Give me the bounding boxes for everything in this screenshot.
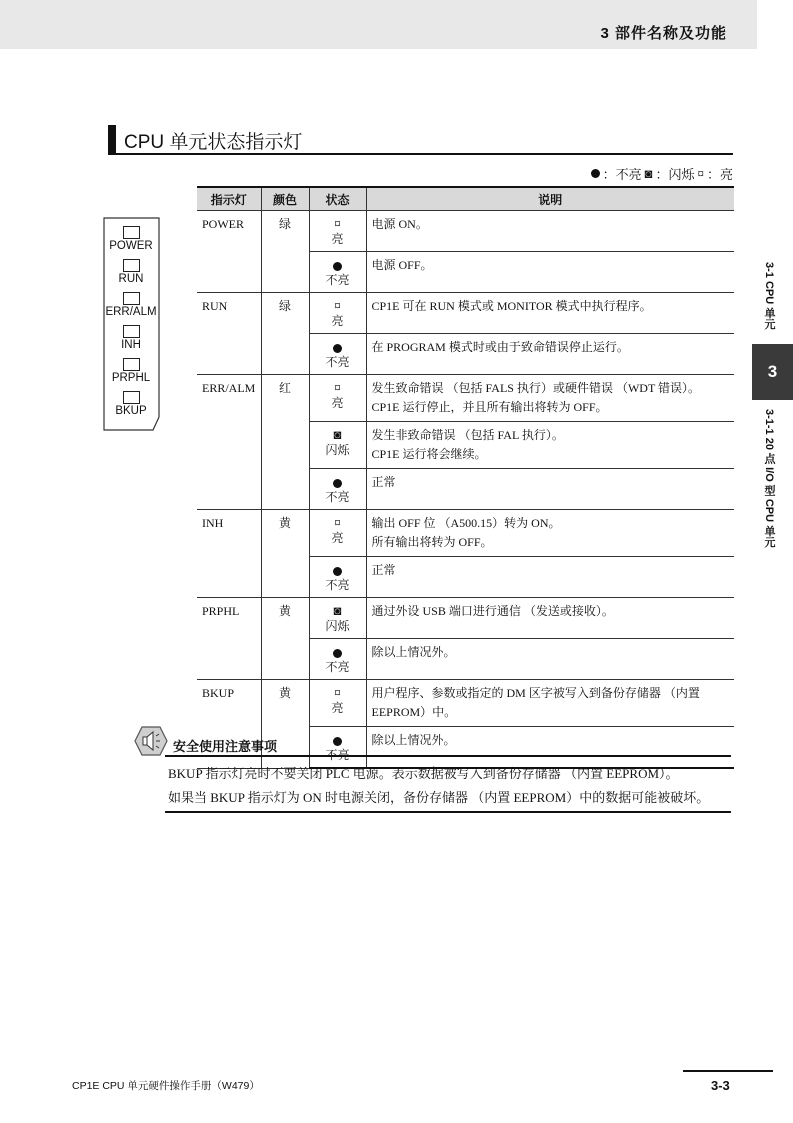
lamp-flash-icon: ◙: [333, 427, 342, 442]
panel-indicator: [103, 358, 159, 384]
table-row: [197, 680, 734, 727]
state-label: 不亮: [325, 578, 350, 592]
indicator-name: BKUP: [197, 680, 261, 769]
state-label: 闪烁: [325, 619, 350, 633]
indicator-state: [309, 469, 366, 510]
description-line: 发生致命错误 （包括 FALS 执行）或硬件错误 （WDT 错误）。: [371, 381, 701, 395]
table-header-row: [197, 187, 734, 211]
panel-indicator: [103, 391, 159, 417]
indicator-table: [197, 186, 734, 769]
description-line: CP1E 可在 RUN 模式或 MONITOR 模式中执行程序。: [371, 299, 652, 313]
indicator-color: 红: [261, 375, 309, 510]
description-line: EEPROM）中。: [371, 705, 457, 719]
legend-off-label: ：不亮: [602, 167, 642, 182]
section-title-rule: [108, 153, 733, 155]
header-state: 状态: [309, 187, 366, 211]
table-row: [197, 211, 734, 252]
lamp-off-icon: [333, 479, 342, 488]
lamp-flash-icon: ◙: [333, 603, 342, 618]
indicator-color: 黄: [261, 680, 309, 769]
lamp-off-icon: [591, 169, 600, 178]
lamp-on-icon: ¤: [334, 298, 341, 313]
indicator-name: PRPHL: [197, 598, 261, 680]
state-label: 亮: [331, 701, 344, 715]
lamp-off-icon: [333, 344, 342, 353]
indicator-name: ERR/ALM: [197, 375, 261, 510]
indicator-lamp: [123, 391, 140, 404]
lamp-flash-icon: ◙: [644, 165, 653, 181]
indicator-color: 黄: [261, 598, 309, 680]
caution-line: 如果当 BKUP 指示灯为 ON 时电源关闭，备份存储器 （内置 EEPROM）中的数据可能被破坏。: [168, 790, 710, 805]
footer-manual-title: CP1E CPU 单元硬件操作手册（W479）: [72, 1080, 260, 1092]
indicator-panel: [103, 217, 159, 431]
panel-indicator-label: POWER: [109, 240, 153, 252]
panel-indicator: [103, 292, 159, 318]
panel-indicator-label: PRPHL: [111, 372, 151, 384]
description-line: 电源 ON。: [371, 217, 428, 231]
description-line: 正常: [371, 563, 396, 577]
section-title-bar: [108, 125, 116, 155]
indicator-lamp: [123, 226, 140, 239]
indicator-state: [309, 598, 366, 639]
panel-indicator-label: BKUP: [115, 405, 147, 417]
state-description: [366, 252, 734, 293]
lamp-on-icon: ¤: [697, 165, 704, 181]
lamp-on-icon: ¤: [334, 380, 341, 395]
indicator-state: [309, 211, 366, 252]
state-label: 不亮: [325, 490, 350, 504]
indicator-lamp: [123, 259, 140, 272]
state-legend: [591, 164, 733, 183]
indicator-name: INH: [197, 510, 261, 598]
indicator-state: [309, 252, 366, 293]
lamp-on-icon: ¤: [334, 685, 341, 700]
panel-indicator-label: ERR/ALM: [105, 306, 157, 318]
indicator-state: [309, 293, 366, 334]
side-tab-subsection: 3-1-1 20 点 I/O 型 CPU 单元: [763, 409, 775, 548]
chapter-header: 3 部件名称及功能: [600, 25, 727, 42]
state-label: 亮: [331, 396, 344, 410]
state-label: 不亮: [325, 355, 350, 369]
description-line: 发生非致命错误 （包括 FAL 执行）。: [371, 428, 564, 442]
section-title: CPU 单元状态指示灯: [124, 132, 303, 153]
indicator-state: [309, 557, 366, 598]
state-description: [366, 211, 734, 252]
description-line: CP1E 运行将会继续。: [371, 447, 487, 461]
table-row: [197, 510, 734, 557]
description-line: 除以上情况外。: [371, 645, 456, 659]
indicator-lamp: [123, 325, 140, 338]
side-tab-chapter-number: 3: [752, 344, 793, 400]
description-line: 输出 OFF 位 （A500.15）转为 ON。: [371, 516, 561, 530]
panel-indicator: [103, 325, 159, 351]
panel-indicator-label: RUN: [118, 273, 144, 285]
indicator-state: [309, 375, 366, 422]
lamp-off-icon: [333, 737, 342, 746]
indicator-lamp: [123, 358, 140, 371]
indicator-color: 绿: [261, 293, 309, 375]
state-description: [366, 293, 734, 334]
state-description: [366, 680, 734, 727]
indicator-lamp: [123, 292, 140, 305]
header-indicator: 指示灯: [197, 187, 261, 211]
description-line: 电源 OFF。: [371, 258, 433, 272]
lamp-off-icon: [333, 567, 342, 576]
lamp-off-icon: [333, 262, 342, 271]
indicator-color: 绿: [261, 211, 309, 293]
page-number: 3-3: [711, 1078, 730, 1093]
caution-rule-top: [165, 755, 731, 757]
caution-rule-bottom: [165, 811, 731, 813]
footer-rule: [683, 1070, 773, 1072]
state-label: 闪烁: [325, 443, 350, 457]
state-label: 不亮: [325, 660, 350, 674]
header-description: 说明: [366, 187, 734, 211]
lamp-on-icon: ¤: [334, 216, 341, 231]
state-description: [366, 334, 734, 375]
caution-body: [168, 762, 738, 810]
panel-indicator-label: INH: [121, 339, 141, 351]
description-line: 通过外设 USB 端口进行通信 （发送或接收）。: [371, 604, 614, 618]
description-line: CP1E 运行停止，并且所有输出将转为 OFF。: [371, 400, 608, 414]
description-line: 用户程序、参数或指定的 DM 区字被写入到备份存储器 （内置: [371, 686, 700, 700]
indicator-state: [309, 680, 366, 727]
description-line: 正常: [371, 475, 396, 489]
lamp-on-icon: ¤: [334, 515, 341, 530]
state-description: [366, 510, 734, 557]
state-description: [366, 375, 734, 422]
description-line: 所有输出将转为 OFF。: [371, 535, 493, 549]
indicator-color: 黄: [261, 510, 309, 598]
indicator-state: [309, 639, 366, 680]
indicator-state: [309, 510, 366, 557]
legend-on-label: ：亮: [706, 167, 733, 182]
indicator-name: RUN: [197, 293, 261, 375]
state-label: 亮: [331, 232, 344, 246]
description-line: 在 PROGRAM 模式时或由于致命错误停止运行。: [371, 340, 629, 354]
state-label: 亮: [331, 314, 344, 328]
state-label: 亮: [331, 531, 344, 545]
state-description: [366, 557, 734, 598]
state-description: [366, 598, 734, 639]
speaker-caution-icon: [134, 726, 168, 756]
table-row: [197, 375, 734, 422]
indicator-name: POWER: [197, 211, 261, 293]
side-tab-section: 3-1 CPU 单元: [763, 262, 775, 330]
table-row: [197, 598, 734, 639]
state-description: [366, 469, 734, 510]
indicator-state: [309, 422, 366, 469]
legend-flash-label: ：闪烁: [655, 167, 695, 182]
panel-indicator: [103, 259, 159, 285]
header-color: 颜色: [261, 187, 309, 211]
caution-title: 安全使用注意事项: [173, 739, 278, 754]
state-description: [366, 422, 734, 469]
indicator-state: [309, 334, 366, 375]
state-label: 不亮: [325, 273, 350, 287]
description-line: 除以上情况外。: [371, 733, 456, 747]
state-description: [366, 639, 734, 680]
lamp-off-icon: [333, 649, 342, 658]
caution-line: BKUP 指示灯亮时不要关闭 PLC 电源。表示数据被写入到备份存储器 （内置 EEPROM）。: [168, 766, 679, 781]
table-row: [197, 293, 734, 334]
panel-indicator: [103, 226, 159, 252]
